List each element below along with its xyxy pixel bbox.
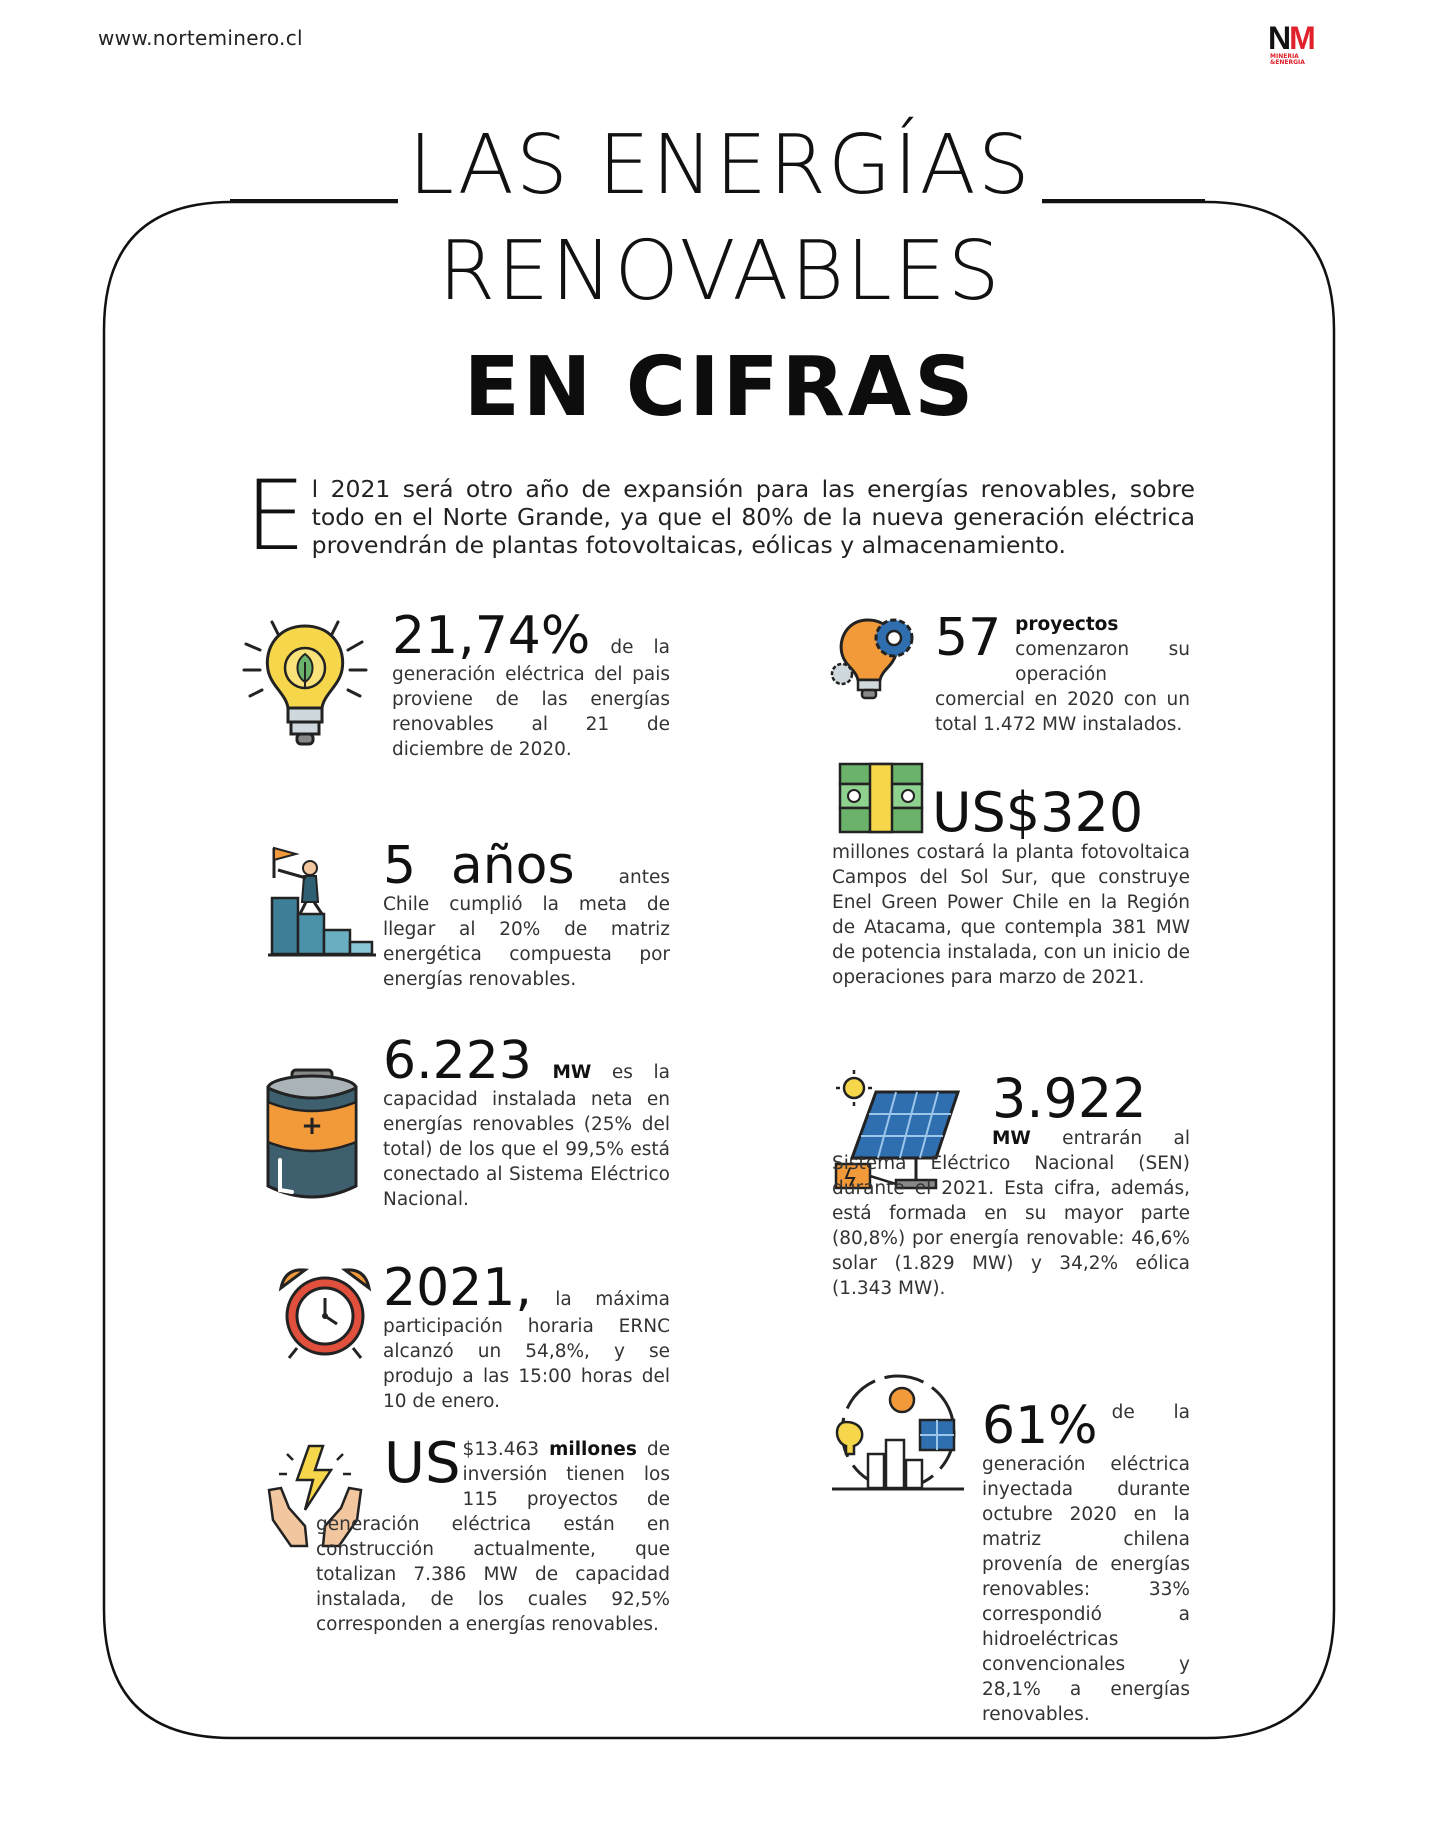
stat-big: 21,74%: [392, 606, 591, 666]
stat-text: de inversión tienen los 115 proyectos de generación eléctrica están en construcción actualmente, que totalizan 7.386 MW de capacidad instalada, de los cuales 92,5% corresponden a energías renovables.: [316, 1439, 670, 1635]
stat-big: 6.223: [383, 1031, 532, 1091]
stat-installed-capacity: [383, 1031, 670, 1212]
drop-cap: E: [245, 460, 306, 572]
stat-new-capacity: [832, 1067, 1190, 1301]
stat-projects: [935, 608, 1190, 737]
stat-investment: [316, 1431, 670, 1637]
stat-text: es la capacidad instalada neta en energías renovables (25% del total) de los que el 99,5% está conectado al Sistema Eléctrico Nacional.: [383, 1062, 670, 1210]
stat-text: entrarán al Sistema Eléctrico Nacional (SEN) durante el 2021. Esta cifra, además, está formada en su mayor parte (80,8%) por energía renovable: 46,6% solar (1.829 MW) y 34,2% eólica (1.343 MW).: [832, 1128, 1190, 1299]
stat-big: 57: [935, 608, 1002, 668]
stat-text: de la generación eléctrica inyectada durante octubre 2020 en la matriz chilena provenía de energías renovables: 33% correspondió a hidroeléctricas convencionales y 28,1% a energías renovables.: [982, 1402, 1190, 1725]
stat-unit: MW: [552, 1062, 592, 1083]
stat-text: antes Chile cumplió la meta de llegar al 20% de matriz energética compuesta por energías renovables.: [383, 867, 670, 990]
intro-paragraph: [245, 460, 1195, 572]
site-url[interactable]: www.norteminero.cl: [98, 26, 303, 50]
stat-text: la máxima participación horaria ERNC alcanzó un 54,8%, y se produjo a las 15:00 horas del 10 de enero.: [383, 1289, 670, 1412]
stat-text: millones costará la planta fotovoltaica Campos del Sol Sur, que construye Enel Green Power Chile en la Región de Atacama, que contempla 381 MW de potencia instalada, con un inicio de operaciones para marzo de 2021.: [832, 842, 1190, 988]
stat-big: US$320: [932, 781, 1144, 844]
logo-sub1: MINERIA: [1270, 53, 1299, 60]
stat-big: US: [384, 1431, 461, 1496]
stat-unit: MW: [992, 1128, 1031, 1149]
lightbulb-icon: [242, 612, 372, 752]
brand-logo: [1268, 22, 1328, 72]
battery-icon: [262, 1068, 362, 1204]
stat-big: 3.922: [992, 1067, 1147, 1130]
stat-body: [832, 1126, 1190, 1301]
stat-five-years: [383, 836, 670, 992]
title-line-2: RENOVABLES: [438, 224, 1002, 319]
goal-stairs-icon: [266, 838, 376, 958]
stat-text: de la generación eléctrica del pais proviene de las energías renovables al 21 de diciembre de 2020.: [392, 637, 670, 760]
intro-text: l 2021 será otro año de expansión para las energías renovables, sobre todo en el Norte Grande, ya que el 80% de la nueva generación eléctrica provendrán de plantas fotovoltaicas, eólicas y almacenamiento.: [311, 475, 1195, 559]
stat-max-participation: [383, 1258, 670, 1414]
logo-m: M: [1289, 20, 1314, 56]
stat-october-generation: [832, 1396, 1190, 1727]
stat-big: 61%: [982, 1396, 1098, 1456]
stat-big: 2021,: [383, 1258, 532, 1318]
logo-sub2: &ENERGIA: [1270, 59, 1305, 66]
alarm-clock-icon: [275, 1262, 375, 1362]
stat-amount: $13.463: [462, 1439, 540, 1460]
stat-solar-plant-cost: [832, 781, 1190, 990]
title-line-1: LAS ENERGÍAS: [0, 118, 1440, 213]
stat-big: 5 años: [383, 836, 575, 896]
stat-unit: proyectos: [1015, 614, 1119, 635]
stat-renewable-share: [392, 606, 670, 762]
logo-n: N: [1268, 20, 1290, 56]
svg-text:+: +: [301, 1111, 323, 1141]
gear-bulb-icon: [828, 608, 924, 704]
stat-text: comenzaron su operación comercial en 2020 con un total 1.472 MW instalados.: [935, 639, 1190, 735]
title-line-3: EN CIFRAS: [463, 340, 977, 435]
stat-unit: millones: [549, 1439, 637, 1460]
